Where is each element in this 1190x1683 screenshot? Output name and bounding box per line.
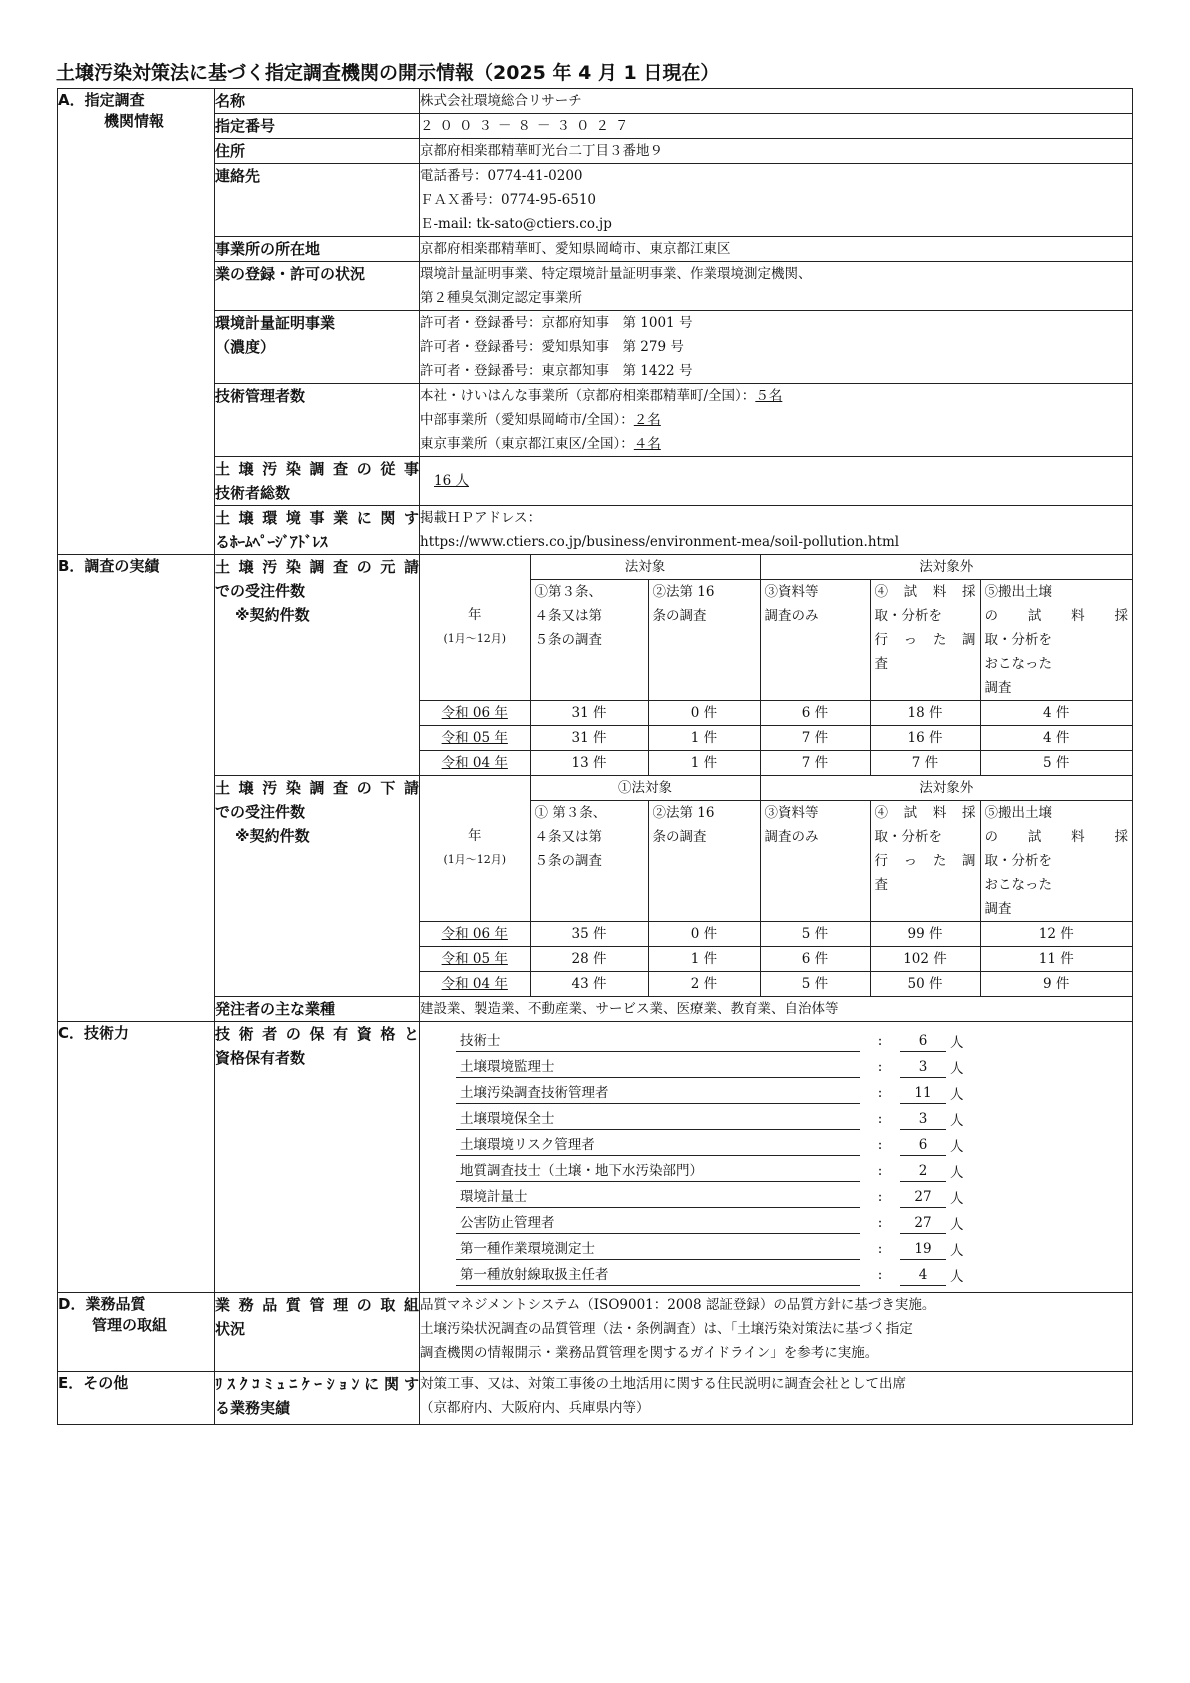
- prime-row-c2: 1 件: [648, 726, 760, 751]
- prime-col5-header: [980, 580, 1132, 701]
- address-value: 京都府相楽郡精華町光台二丁目３番地９: [420, 139, 1133, 164]
- qualification-count: 3: [900, 1057, 946, 1078]
- sub-row-c5: 9 件: [980, 972, 1132, 997]
- section-d-cat-line1: D．業務品質: [58, 1295, 146, 1313]
- prime-col2-header: [648, 580, 760, 701]
- qualification-label-line2: 資格保有者数: [215, 1049, 306, 1067]
- prime-row-c4: 7 件: [870, 751, 980, 776]
- prime-col1-l2: ４条又は第: [534, 608, 602, 624]
- quality-line3: 調査機関の情報開示・業務品質管理を関するガイドライン」を参考に実施。: [420, 1345, 879, 1361]
- prime-row-year: 令和 06 年: [420, 701, 530, 726]
- tech-manager-label: 技術管理者数: [215, 384, 420, 457]
- qualification-name: 第一種放射線取扱主任者: [456, 1265, 860, 1286]
- prime-col4-l2: 取・分析を: [874, 608, 942, 624]
- staff-count-label: [215, 457, 420, 506]
- section-d-category: [58, 1293, 215, 1372]
- qualification-colon: :: [877, 1111, 883, 1127]
- page-title: 土壌汚染対策法に基づく指定調査機関の開示情報（2025 年 4 月 1 日現在）: [56, 62, 720, 84]
- prime-row-c3: 7 件: [760, 726, 870, 751]
- homepage-label-line1: 土壌環境事業に関す: [215, 509, 419, 527]
- contact-value: [420, 164, 1133, 237]
- sub-label-line1: 土壌汚染調査の下請: [215, 779, 419, 797]
- qualification-unit: 人: [950, 1139, 964, 1155]
- qualification-unit: 人: [950, 1061, 964, 1077]
- qualification-unit: 人: [950, 1087, 964, 1103]
- prime-contract-label: [215, 555, 420, 776]
- address-label: 住所: [215, 139, 420, 164]
- prime-row-c4: 18 件: [870, 701, 980, 726]
- qualification-unit: 人: [950, 1217, 964, 1233]
- qualification-row: [456, 1236, 1126, 1262]
- sub-row-c2: 1 件: [648, 947, 760, 972]
- sub-col5-l3: 取・分析を: [984, 853, 1052, 869]
- qualification-name: 土壌環境監理士: [456, 1057, 860, 1078]
- qualification-row: [456, 1158, 1126, 1184]
- manager-line2-count: ２名: [633, 412, 661, 428]
- sub-col3-l2: 調査のみ: [764, 829, 819, 845]
- quality-label: [215, 1293, 420, 1372]
- name-label: 名称: [215, 89, 420, 114]
- prime-row-c5: 4 件: [980, 726, 1132, 751]
- sub-row-c4: 50 件: [870, 972, 980, 997]
- qualification-unit: 人: [950, 1035, 964, 1051]
- prime-row-c4: 16 件: [870, 726, 980, 751]
- contact-label: 連絡先: [215, 164, 420, 237]
- manager-line3-text: 東京事業所（東京都江東区/全国）：: [420, 436, 634, 452]
- sub-col3-l1: ③資料等: [764, 805, 819, 821]
- section-d-cat-line2: 管理の取組: [92, 1316, 168, 1334]
- prime-col4-header: [870, 580, 980, 701]
- prime-row-r04: [420, 751, 1132, 776]
- number-label: 指定番号: [215, 114, 420, 139]
- qualification-row: [456, 1054, 1126, 1080]
- prime-col1-header: [530, 580, 648, 701]
- sub-label-line2: での受注件数: [215, 803, 306, 821]
- sub-col5-l4: おこなった: [984, 877, 1052, 893]
- prime-col4-l4: 査: [874, 656, 888, 672]
- section-a-category: [58, 89, 215, 555]
- manager-line1: [420, 384, 1132, 408]
- qualification-count: 3: [900, 1109, 946, 1130]
- sub-col2-l1: ②法第 16: [652, 805, 715, 821]
- sub-row-year: 令和 04 年: [420, 972, 530, 997]
- prime-row-c5: 5 件: [980, 751, 1132, 776]
- qualification-name: 環境計量士: [456, 1187, 860, 1208]
- manager-line1-text: 本社・けいはんな事業所（京都府相楽郡精華町/全国）：: [420, 388, 756, 404]
- qualification-colon: :: [877, 1189, 883, 1205]
- offices-label: 事業所の所在地: [215, 237, 420, 262]
- env-cert-line3: 許可者・登録番号：東京都知事 第 1422 号: [420, 363, 693, 379]
- disclosure-table: [57, 88, 1133, 1425]
- homepage-label: [215, 506, 420, 555]
- prime-label-line1: 土壌汚染調査の元請: [215, 558, 419, 576]
- manager-line1-count: ５名: [755, 388, 783, 404]
- qualification-name: 土壌環境リスク管理者: [456, 1135, 860, 1156]
- sub-row-c3: 6 件: [760, 947, 870, 972]
- qualification-colon: :: [877, 1241, 883, 1257]
- client-industry-value: 建設業、製造業、不動産業、サービス業、医療業、教育業、自治体等: [420, 997, 1133, 1022]
- homepage-url[interactable]: https://www.ctiers.co.jp/business/environment-mea/soil-pollution.html: [420, 534, 900, 550]
- prime-year-head: 年: [468, 607, 482, 623]
- prime-col5-l3: 取・分析を: [984, 632, 1052, 648]
- email-line: Ｅ-mail: tk-sato@ctiers.co.jp: [420, 216, 612, 232]
- sub-col4-l2: 取・分析を: [874, 829, 942, 845]
- sub-row-c2: 0 件: [648, 922, 760, 947]
- qualification-name: 土壌汚染調査技術管理者: [456, 1083, 860, 1104]
- qualification-name: 地質調査技士（土壌・地下水汚染部門）: [456, 1161, 860, 1182]
- prime-row-c1: 31 件: [530, 701, 648, 726]
- prime-col4-l1: ④試料採: [874, 584, 976, 600]
- tech-manager-value: [420, 384, 1133, 457]
- prime-col3-header: [760, 580, 870, 701]
- sub-col5-header: [980, 801, 1132, 922]
- section-b-category: B．調査の実績: [58, 555, 215, 1022]
- qualification-name: 第一種作業環境測定士: [456, 1239, 860, 1260]
- sub-row-c4: 102 件: [870, 947, 980, 972]
- prime-row-c5: 4 件: [980, 701, 1132, 726]
- staff-label-line2: 技術者総数: [215, 484, 291, 502]
- manager-line3-count: ４名: [633, 436, 661, 452]
- prime-col3-l2: 調査のみ: [764, 608, 819, 624]
- qualification-colon: :: [877, 1137, 883, 1153]
- prime-col5-l4: おこなった: [984, 656, 1052, 672]
- quality-label-line2: 状況: [215, 1320, 246, 1338]
- qualification-row: [456, 1262, 1126, 1288]
- qualification-count: 6: [900, 1031, 946, 1052]
- subcontract-table-cell: [420, 776, 1133, 997]
- subcontract-table: [420, 776, 1132, 996]
- prime-col5-l5: 調査: [984, 680, 1012, 696]
- qualification-row: [456, 1080, 1126, 1106]
- qualification-row: [456, 1132, 1126, 1158]
- sub-col4-l1: ④試料採: [874, 805, 976, 821]
- sub-group-law: ①法対象: [530, 776, 760, 801]
- sub-col3-header: [760, 801, 870, 922]
- env-cert-line2: 許可者・登録番号：愛知県知事 第 279 号: [420, 339, 684, 355]
- qualification-list: [420, 1022, 1133, 1293]
- prime-row-r05: [420, 726, 1132, 751]
- qualification-count: 2: [900, 1161, 946, 1182]
- sub-year-head: 年: [468, 828, 482, 844]
- fax-line: ＦＡＸ番号：0774-95-6510: [420, 192, 597, 208]
- sub-col1-l3: ５条の調査: [534, 853, 602, 869]
- sub-row-year: 令和 06 年: [420, 922, 530, 947]
- qualification-row: [456, 1184, 1126, 1210]
- env-cert-label-line2: （濃度）: [215, 338, 276, 356]
- name-value: 株式会社環境総合リサーチ: [420, 89, 1133, 114]
- sub-col2-header: [648, 801, 760, 922]
- prime-row-c3: 7 件: [760, 751, 870, 776]
- sub-col4-l4: 査: [874, 877, 888, 893]
- registration-line1: 環境計量証明事業、特定環境計量証明事業、作業環境測定機関、: [420, 266, 812, 282]
- qualification-row: [456, 1106, 1126, 1132]
- prime-col3-l1: ③資料等: [764, 584, 819, 600]
- prime-year-note: (1月～12月): [443, 632, 507, 645]
- staff-label-line1: 土壌汚染調査の従事: [215, 460, 419, 478]
- staff-count: 16 人: [434, 473, 469, 489]
- quality-label-line1: 業務品質管理の取組: [215, 1296, 419, 1314]
- qualification-row: [456, 1028, 1126, 1054]
- registration-value: [420, 262, 1133, 311]
- prime-col1-l1: ①第３条、: [534, 584, 602, 600]
- prime-col2-l1: ②法第 16: [652, 584, 715, 600]
- qualification-unit: 人: [950, 1165, 964, 1181]
- prime-col4-l3: 行った調: [874, 632, 976, 648]
- client-industry-label: 発注者の主な業種: [215, 997, 420, 1022]
- sub-row-c5: 12 件: [980, 922, 1132, 947]
- sub-col5-l1: ⑤搬出土壌: [984, 805, 1052, 821]
- qualification-count: 11: [900, 1083, 946, 1104]
- risk-comm-label-line1: ﾘｽｸｺﾐｭﾆｹｰｼｮﾝに関す: [215, 1375, 419, 1393]
- qualification-colon: :: [877, 1215, 883, 1231]
- sub-row-r06: [420, 922, 1132, 947]
- sub-row-c2: 2 件: [648, 972, 760, 997]
- sub-col1-l2: ４条又は第: [534, 829, 602, 845]
- qualification-unit: 人: [950, 1113, 964, 1129]
- prime-col2-l2: 条の調査: [652, 608, 707, 624]
- sub-row-year: 令和 05 年: [420, 947, 530, 972]
- section-a-cat-line2: 機関情報: [104, 112, 165, 130]
- registration-label: 業の登録・許可の状況: [215, 262, 420, 311]
- qualification-colon: :: [877, 1033, 883, 1049]
- sub-col5-l5: 調査: [984, 901, 1012, 917]
- manager-line2: [420, 408, 1132, 432]
- sub-row-c1: 35 件: [530, 922, 648, 947]
- qualification-label-line1: 技術者の保有資格と: [215, 1025, 419, 1043]
- env-cert-label-line1: 環境計量証明事業: [215, 314, 336, 332]
- registration-line2: 第２種臭気測定認定事業所: [420, 290, 582, 306]
- qualification-count: 27: [900, 1187, 946, 1208]
- prime-col1-l3: ５条の調査: [534, 632, 602, 648]
- qualification-count: 19: [900, 1239, 946, 1260]
- qualification-name: 公害防止管理者: [456, 1213, 860, 1234]
- prime-row-c2: 0 件: [648, 701, 760, 726]
- sub-group-nonlaw: 法対象外: [760, 776, 1132, 801]
- risk-comm-value: [420, 1372, 1133, 1425]
- qualification-colon: :: [877, 1163, 883, 1179]
- prime-contract-table-cell: [420, 555, 1133, 776]
- prime-label-line3: ※契約件数: [235, 606, 310, 624]
- section-e-category: E．その他: [58, 1372, 215, 1425]
- qualification-label: [215, 1022, 420, 1293]
- manager-line2-text: 中部事業所（愛知県岡崎市/全国）：: [420, 412, 634, 428]
- homepage-label-line2: るﾎｰﾑﾍﾟｰｼﾞｱﾄﾞﾚｽ: [215, 533, 328, 551]
- sub-row-r04: [420, 972, 1132, 997]
- prime-col5-l1: ⑤搬出土壌: [984, 584, 1052, 600]
- offices-value: 京都府相楽郡精華町、愛知県岡崎市、東京都江東区: [420, 237, 1133, 262]
- sub-year-note: (1月～12月): [443, 853, 507, 866]
- prime-row-year: 令和 05 年: [420, 726, 530, 751]
- sub-col2-l2: 条の調査: [652, 829, 707, 845]
- sub-row-c3: 5 件: [760, 972, 870, 997]
- env-cert-value: [420, 311, 1133, 384]
- prime-row-r06: [420, 701, 1132, 726]
- sub-col4-header: [870, 801, 980, 922]
- sub-col4-l3: 行った調: [874, 853, 976, 869]
- qualification-count: 27: [900, 1213, 946, 1234]
- sub-label-line3: ※契約件数: [235, 827, 310, 845]
- env-cert-label: [215, 311, 420, 384]
- prime-row-c1: 31 件: [530, 726, 648, 751]
- quality-line2: 土壌汚染状況調査の品質管理（法・条例調査）は、「土壌汚染対策法に基づく指定: [420, 1321, 913, 1337]
- prime-row-year: 令和 04 年: [420, 751, 530, 776]
- sub-col5-l2: の試料採: [984, 829, 1128, 845]
- homepage-value: [420, 506, 1133, 555]
- prime-label-line2: での受注件数: [215, 582, 306, 600]
- section-c-category: C．技術力: [58, 1022, 215, 1293]
- qualification-name: 技術士: [456, 1031, 860, 1052]
- prime-contract-table: [420, 555, 1132, 775]
- section-a-cat-line1: A．指定調査: [58, 91, 145, 109]
- sub-col1-l1: ① 第３条、: [534, 805, 607, 821]
- qualification-count: 4: [900, 1265, 946, 1286]
- quality-value: [420, 1293, 1133, 1372]
- sub-row-c1: 28 件: [530, 947, 648, 972]
- prime-row-c2: 1 件: [648, 751, 760, 776]
- qualification-unit: 人: [950, 1243, 964, 1259]
- homepage-caption: 掲載ＨＰアドレス：: [420, 510, 542, 526]
- sub-year-header: [420, 776, 530, 922]
- prime-col5-l2: の試料採: [984, 608, 1128, 624]
- staff-count-value: [420, 457, 1133, 506]
- env-cert-line1: 許可者・登録番号：京都府知事 第 1001 号: [420, 315, 693, 331]
- risk-comm-label-line2: る業務実績: [215, 1399, 291, 1417]
- risk-comm-line1: 対策工事、又は、対策工事後の土地活用に関する住民説明に調査会社として出席: [420, 1376, 906, 1392]
- qualification-unit: 人: [950, 1269, 964, 1285]
- sub-row-c3: 5 件: [760, 922, 870, 947]
- prime-row-c1: 13 件: [530, 751, 648, 776]
- qualification-rows: [420, 1022, 1132, 1292]
- manager-line3: [420, 432, 1132, 456]
- risk-comm-label: [215, 1372, 420, 1425]
- qualification-name: 土壌環境保全士: [456, 1109, 860, 1130]
- qualification-unit: 人: [950, 1191, 964, 1207]
- sub-row-c4: 99 件: [870, 922, 980, 947]
- sub-row-c5: 11 件: [980, 947, 1132, 972]
- qualification-colon: :: [877, 1059, 883, 1075]
- subcontract-label: [215, 776, 420, 997]
- tel-line: 電話番号：0774-41-0200: [420, 168, 583, 184]
- qualification-count: 6: [900, 1135, 946, 1156]
- risk-comm-line2: （京都府内、大阪府内、兵庫県内等）: [420, 1400, 650, 1416]
- prime-row-c3: 6 件: [760, 701, 870, 726]
- number-value: ２００３－８－３０２７: [420, 114, 1133, 139]
- qualification-colon: :: [877, 1085, 883, 1101]
- qualification-colon: :: [877, 1267, 883, 1283]
- prime-group-nonlaw: 法対象外: [760, 555, 1132, 580]
- prime-year-header: [420, 555, 530, 701]
- sub-row-c1: 43 件: [530, 972, 648, 997]
- sub-row-r05: [420, 947, 1132, 972]
- qualification-row: [456, 1210, 1126, 1236]
- prime-group-law: 法対象: [530, 555, 760, 580]
- sub-col1-header: [530, 801, 648, 922]
- quality-line1: 品質マネジメントシステム（ISO9001：2008 認証登録）の品質方針に基づき実施。: [420, 1297, 936, 1313]
